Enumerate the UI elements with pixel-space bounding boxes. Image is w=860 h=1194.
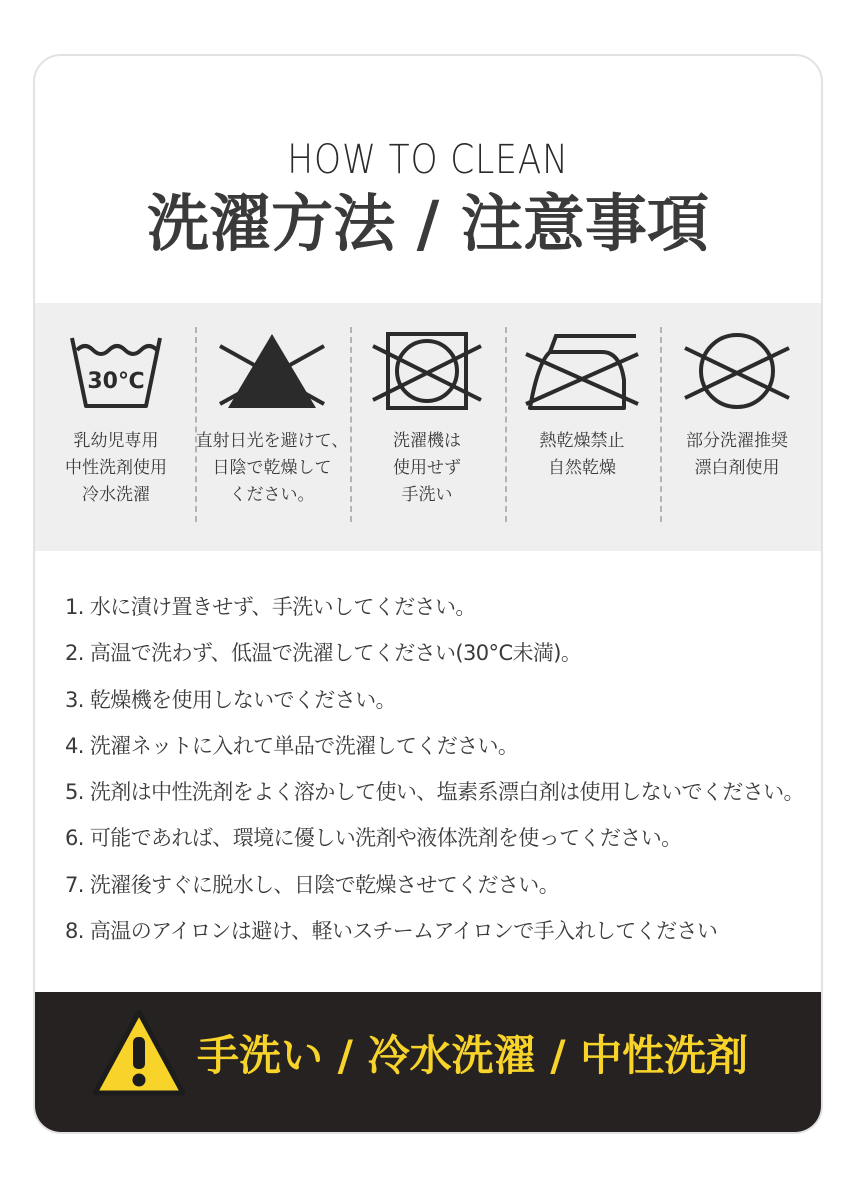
note-item: 8. 高温のアイロンは避け、軽いスチームアイロンで手入れしてください [65, 919, 718, 944]
subtitle: HOW TO CLEAN [287, 137, 569, 183]
note-item: 7. 洗濯後すぐに脱水し、日陰で乾燥させてください。 [65, 872, 560, 897]
care-item-partial-wash [660, 303, 814, 551]
no-sun-dry-icon [212, 328, 332, 414]
care-label-shade-dry: 直射日光を避けて、 日陰で乾燥して ください。 [195, 431, 349, 505]
care-label-partial-wash: 部分洗濯推奨 漂白剤使用 [686, 431, 788, 478]
warning-banner-text: 手洗い / 冷水洗濯 / 中性洗剤 [197, 1031, 749, 1080]
wash-temperature-badge: 30℃ [87, 369, 145, 394]
note-item: 2. 高温で洗わず、低温で洗濯してください(30°C未満)。 [65, 641, 582, 666]
note-item: 1. 水に漬け置きせず、手洗いしてください。 [65, 595, 476, 619]
care-card [33, 54, 823, 1134]
no-dry-clean-icon [677, 328, 797, 414]
care-notes-list [65, 584, 811, 954]
care-label-wash: 乳幼児専用 中性洗剤使用 冷水洗濯 [65, 431, 167, 505]
care-label-hand-wash: 洗濯機は 使用せず 手洗い [393, 431, 461, 505]
page-title: 洗濯方法 / 注意事項 [147, 187, 709, 260]
care-item-hand-wash [350, 303, 504, 551]
note-item: 4. 洗濯ネットに入れて単品で洗濯してください。 [65, 733, 519, 758]
note-item: 6. 可能であれば、環境に優しい洗剤や液体洗剤を使ってください。 [65, 826, 682, 851]
care-item-wash [39, 303, 193, 551]
care-label-natural-dry: 熱乾燥禁止 自然乾燥 [539, 431, 625, 478]
care-item-natural-dry [505, 303, 659, 551]
note-item: 5. 洗剤は中性洗剤をよく溶かして使い、塩素系漂白剤は使用しないでください。 [65, 780, 804, 805]
care-item-shade-dry [195, 303, 349, 551]
warning-banner [35, 992, 821, 1134]
note-item: 3. 乾燥機を使用しないでください。 [65, 687, 396, 712]
care-icon-band [35, 303, 821, 551]
no-iron-icon [520, 328, 644, 414]
wash-30c-icon [68, 328, 164, 414]
no-tumble-dry-icon [367, 328, 487, 414]
warning-icon [90, 1007, 188, 1099]
